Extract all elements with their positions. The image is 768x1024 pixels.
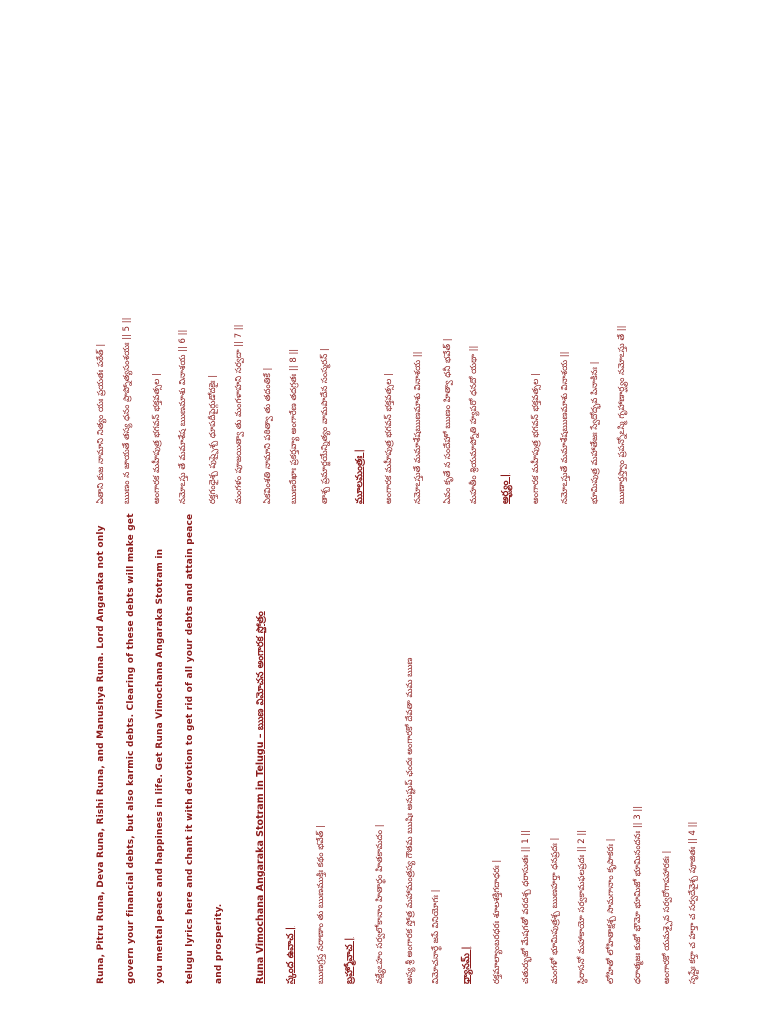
verse-line: నమోఽస్తు తే మమాశేష ఋణమాశు వినాశయ || 6 || (178, 329, 188, 504)
verse-line: నమోఽస్తుతే మమాశేషఋణమాశు వినాశయ || (413, 351, 423, 504)
verse-line: విమోచనార్థే జపే వినియోగః | (431, 889, 441, 984)
verse-line: మహతీం శ్రియమాప్నోతి హ్యపరో ధనదో యథా || (469, 345, 479, 504)
verse-line: రక్తమాల్యాంబరధరః శూలశక్తిగదాధరః | (492, 859, 502, 984)
section-heading: అర్ఘ్యం | (500, 473, 511, 504)
section-heading: స్కంద ఉవాచ | (285, 926, 296, 984)
stotram-title: Runa Vimochana Angaraka Stotram in Telugu – ఋణ విమోచన అంగారక స్తోత్రం (255, 611, 266, 984)
verse-line: భూమిపుత్ర మహాతేజః స్వేదోద్భవ పినాకినః | (590, 361, 600, 504)
section-heading: ధ్యానమ్ | (461, 946, 472, 984)
verse-line: రక్తగంధైశ్చ పుష్పైశ్చ ధూపదీపైర్గుడోదకైః | (208, 374, 218, 504)
verse-line: నమోఽస్తుతే మమాశేషఋణమాశు వినాశయ || (560, 351, 570, 504)
verse-line: చతుర్భుజో మేషగతో వరదశ్చ ధరాసుతః || 1 || (521, 829, 531, 984)
intro-line: Runa, Pitru Runa, Deva Runa, Rishi Runa, and Manushya Runa. Lord Angaraka not only (96, 525, 106, 984)
verse-line: ఏవం కృతే న సందేహో ఋణం హిత్వా ధనీ భవేత్ | (443, 338, 453, 504)
verse-line: ఏకవింశతి నామాని పఠిత్వా తు తదంతికే | (263, 367, 273, 504)
verse-line: మంగళో భూమిపుత్రశ్చ ఋణహర్తా ధనప్రదః | (550, 837, 560, 984)
section-heading: మూలమంత్రః | (354, 449, 365, 504)
intro-line: govern your financial debts, but also karmic debts. Clearing of these debts will make get (126, 513, 136, 984)
section-heading: బ్రహ్మోవాచ | (344, 937, 355, 984)
verse-line: స్థిరాసనో మహాకాయో సర్వకామఫలప్రదః || 2 || (577, 829, 587, 984)
verse-line: సృష్టేః కర్తా చ హర్తా చ సర్వదేవైశ్చ పూజితః || 4 || (688, 821, 698, 984)
verse-line: అంగారక మహీపుత్ర భగవన్ భక్తవత్సల | (152, 373, 162, 504)
verse-line: ధరాత్మజః కుజో భౌమో భూమిజో భూమినందనః || 3 || (633, 805, 643, 984)
verse-line: అంగారక మహీపుత్ర భగవన్ భక్తవత్సల | (384, 373, 394, 504)
verse-line: ఋణరేఖాః ప్రకర్తవ్యా అంగారేణ తదగ్రతః || 8 || (289, 348, 299, 504)
verse-line: వక్ష్యేఽహం సర్వలోకానాం హితార్థం హితకామదం | (375, 824, 385, 984)
verse-line: అంగారక మహీపుత్ర భగవన్ భక్తవత్సల | (531, 373, 541, 504)
verse-line: అంగారకో యమశ్చైవ సర్వరోగాపహారకః | (662, 850, 672, 984)
verse-line: ఏతాని కుజ నామాని నిత్యం యః ప్రయతః పఠేత్ | (96, 343, 106, 504)
intro-line: telugu lyrics here and chant it with devotion to get rid of all your debts and attain peace (185, 513, 195, 984)
verse-line: తాశ్చ ప్రమార్జయేన్నిత్యం వామపాదేన సంస్మరన్ | (320, 348, 330, 504)
verse-line: ఋణార్తస్త్వాం ప్రపన్నోఽస్మి గృహాణార్ఘ్యం నమోఽస్తు తే || (617, 325, 627, 504)
intro-line: and prosperity. (214, 903, 224, 984)
verse-line: ఋణగ్రస్త నరాణాం తు ఋణముక్తిః కథం భవేత్ | (316, 825, 326, 984)
verse-line: ఋణం న జాయతే తస్య ధనం ప్రాప్నోత్యసంశయః || 5 || (122, 317, 132, 504)
verse-line: మంగళం పూజయిత్వా తు మంగళాహని సర్వదా || 7 || (234, 324, 244, 504)
verse-line: అస్య శ్రీ అంగారక స్తోత్ర మహామంత్రస్య గౌతమ ఋషిః అనుష్టుప్ ఛందః అంగారకో దేవతా మమ ఋణ (405, 657, 415, 984)
verse-line: లోహితో లోహితాక్షశ్చ సామగానాం కృపాకరః | (606, 838, 616, 984)
intro-line: you mental peace and happiness in life. Get Runa Vimochana Angaraka Stotram in (155, 548, 165, 984)
